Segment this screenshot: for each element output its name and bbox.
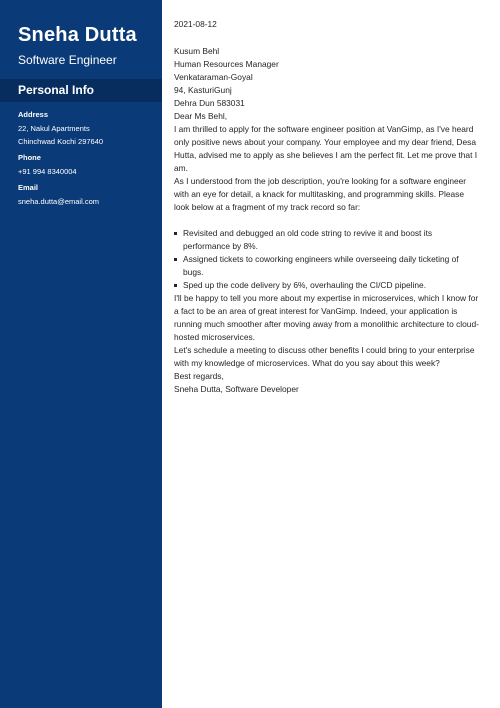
recipient-street: 94, KasturiGunj [174,85,232,95]
personal-info-title: Personal Info [18,83,95,97]
email-label: Email [18,183,39,192]
phone-value: +91 994 8340004 [18,167,77,176]
signature: Sneha Dutta, Software Developer [174,384,299,394]
list-item: Revisited and debugged an old code string to revive it and boost its performance by 8%. [174,227,479,253]
address-line-2: Chinchwad Kochi 297640 [18,137,104,146]
applicant-role: Software Engineer [18,53,117,67]
address-block [18,109,158,148]
recipient-title: Human Resources Manager [174,59,279,69]
bullet-icon [174,232,177,235]
paragraph-1: I am thrilled to apply for the software engineer position at VanGimp, as I've heard only positive news about your company. Your employee and my dear friend, Desa Hutta, advised me to apply as she believes I am the perfect fit. Let me prove that I am. [174,124,478,173]
applicant-name: Sneha Dutta [18,24,137,46]
paragraph-2: As I understood from the job description, you're looking for a software engineer with an eye for detail, a knack for multitasking, and programming skills. Please look below at a fragment of my track record so far: [174,176,467,212]
address-line-1: 22, Nakul Apartments [18,124,90,133]
address-label: Address [18,110,49,119]
bullet-icon [174,284,177,287]
list-item: Sped up the code delivery by 6%, overhauling the CI/CD pipeline. [174,279,479,292]
paragraph-3: I'll be happy to tell you more about my expertise in microservices, which I know for a fact to be an area of great interest for VanGimp. Indeed, your application is running much smoother after moving away from a monolithic architecture to cloud-hosted microservices. [174,293,479,342]
recipient-block [174,45,479,110]
sidebar [0,0,162,708]
paragraph-4: Let's schedule a meeting to discuss other benefits I could bring to your enterprise with my knowledge of microservices. What do you say about this week? [174,345,475,368]
bullet-icon [174,258,177,261]
recipient-name: Kusum Behl [174,46,220,56]
salutation: Dear Ms Behl, [174,111,228,121]
recipient-city: Dehra Dun 583031 [174,98,245,108]
phone-block [18,152,158,178]
recipient-company: Venkataraman-Goyal [174,72,253,82]
list-item: Assigned tickets to coworking engineers while overseeing daily ticketing of bugs. [174,253,479,279]
letter-date: 2021-08-12 [174,19,217,29]
letter-body [174,18,479,396]
email-value[interactable]: sneha.dutta@email.com [18,197,99,206]
closing: Best regards, [174,371,224,381]
personal-info-header [0,79,162,102]
achievement-list [174,227,479,292]
email-block [18,182,158,208]
phone-label: Phone [18,153,41,162]
